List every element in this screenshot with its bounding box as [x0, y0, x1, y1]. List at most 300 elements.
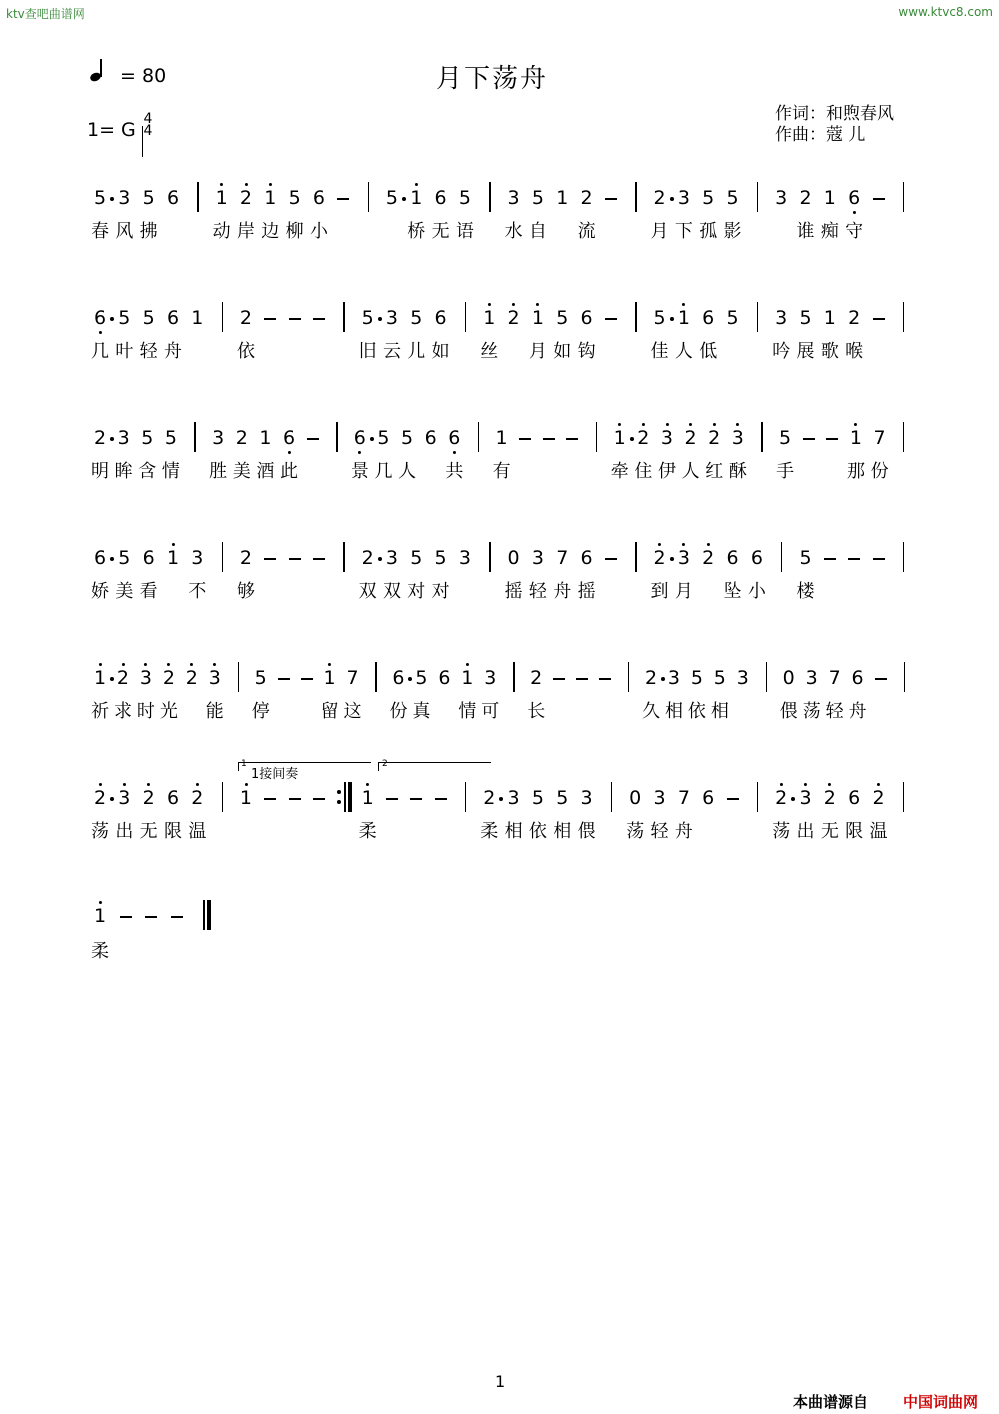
note: 1 [556, 187, 569, 209]
page-title: 月下荡舟 [436, 64, 549, 94]
dash-sustain [145, 916, 157, 918]
note: 1 [191, 307, 204, 329]
lyric-syllable: 伊 [657, 461, 676, 482]
tempo-value: = 80 [120, 65, 167, 87]
note: 6 [848, 787, 861, 809]
note: 1 [239, 787, 253, 809]
lyric-syllable: 旧 [358, 341, 377, 362]
note: 5 [531, 187, 544, 209]
lyric-syllable: 楼 [796, 581, 815, 602]
note: 1 [93, 667, 107, 689]
augmentation-dot [670, 197, 674, 201]
barline [635, 182, 636, 212]
note: 1 [323, 667, 336, 689]
augmentation-dot [110, 197, 114, 201]
note: 5 [254, 667, 267, 689]
note: 2 [507, 307, 520, 329]
note: 2 [185, 667, 198, 689]
key-signature: 1= G [87, 119, 136, 141]
lyric-syllable: 娇 [91, 581, 109, 602]
lyric-syllable: 轻 [139, 341, 158, 362]
barline [222, 302, 223, 332]
note: 2 [684, 427, 697, 449]
note: 1 [495, 427, 508, 449]
dash-sustain [386, 798, 398, 800]
barline [903, 302, 904, 332]
dash-sustain [824, 558, 836, 560]
note: 5 [141, 427, 154, 449]
note: 6 [434, 307, 447, 329]
note: 2 [848, 307, 861, 329]
note: 2 [799, 187, 812, 209]
note: 6 [702, 307, 715, 329]
lyric-syllable: 如 [431, 341, 450, 362]
lyric-syllable: 舟 [553, 581, 572, 602]
barline [757, 182, 758, 212]
augmentation-dot [370, 437, 374, 441]
lyric-syllable: 月 [528, 341, 547, 362]
barline [222, 782, 223, 812]
note: 7 [346, 667, 359, 689]
augmentation-dot [110, 677, 114, 681]
note: 6 [726, 547, 739, 569]
lyric-syllable: 情 [161, 461, 180, 482]
note: 1 [849, 427, 862, 449]
lyric-syllable: 荡 [802, 701, 821, 722]
dash-sustain [875, 678, 887, 680]
note: 3 [385, 307, 398, 329]
interlude-label: 1接间奏 [251, 767, 299, 782]
lyric-syllable: 荡 [772, 821, 791, 842]
dash-sustain [264, 318, 276, 320]
note: 2 [191, 787, 204, 809]
lyric-syllable: 云 [382, 341, 401, 362]
note: 5 [142, 187, 155, 209]
note: 5 [531, 787, 544, 809]
dash-sustain [605, 318, 617, 320]
lyric-syllable: 停 [251, 701, 270, 722]
dash-sustain [873, 558, 885, 560]
lyric-syllable: 不 [188, 581, 207, 602]
note: 3 [117, 427, 130, 449]
lyric-syllable: 祈 [91, 701, 109, 722]
lyric-syllable: 时 [136, 701, 155, 722]
note: 1 [483, 307, 496, 329]
lyric-syllable: 小 [747, 581, 766, 602]
note: 0 [629, 787, 642, 809]
tempo-marking [90, 60, 166, 87]
lyric-syllable: 限 [845, 821, 864, 842]
note: 5 [556, 307, 569, 329]
barline [336, 422, 337, 452]
barline [761, 422, 762, 452]
lyric-syllable: 出 [115, 821, 134, 842]
note: 3 [208, 667, 221, 689]
note: 6 [434, 187, 447, 209]
dash-sustain [543, 438, 555, 440]
page-number: 1 [495, 1372, 506, 1391]
lyric-syllable: 依 [528, 821, 547, 842]
barline [368, 182, 369, 212]
footer-source-label: 本曲谱源自 [793, 1393, 869, 1411]
note: 6 [353, 427, 366, 449]
note: 5 [118, 547, 131, 569]
lyric-syllable: 出 [796, 821, 815, 842]
dash-sustain [599, 678, 611, 680]
note: 2 [93, 427, 107, 449]
lyric-syllable: 春 [91, 221, 109, 242]
note: 1 [410, 187, 423, 209]
note: 2 [580, 187, 593, 209]
note: 2 [775, 787, 788, 809]
lyric-syllable: 双 [358, 581, 377, 602]
note: 5 [415, 667, 428, 689]
dash-sustain [803, 438, 815, 440]
lyric-syllable: 人 [674, 341, 693, 362]
note: 3 [653, 787, 666, 809]
lyric-syllable: 丝 [480, 341, 499, 362]
lyric-syllable: 人 [681, 461, 700, 482]
note: 5 [385, 187, 398, 209]
note: 2 [872, 787, 885, 809]
lyric-syllable: 摇 [577, 581, 596, 602]
note: 3 [484, 667, 497, 689]
lyric-syllable: 相 [664, 701, 683, 722]
lyric-syllable: 份 [870, 461, 889, 482]
note: 3 [580, 787, 593, 809]
note: 5 [164, 427, 177, 449]
note: 1 [259, 427, 272, 449]
note: 3 [775, 187, 788, 209]
dash-sustain [727, 798, 739, 800]
lyric-syllable: 无 [431, 221, 450, 242]
lyric-syllable: 温 [869, 821, 888, 842]
augmentation-dot [670, 317, 674, 321]
note: 6 [166, 787, 180, 809]
barline [375, 662, 376, 692]
lyric-syllable: 佳 [650, 341, 669, 362]
note: 2 [702, 547, 715, 569]
lyric-syllable: 轻 [650, 821, 669, 842]
lyric-syllable: 流 [577, 221, 596, 242]
lyric-syllable: 岸 [236, 221, 255, 242]
lyric-syllable: 那 [846, 461, 865, 482]
lyric-syllable: 能 [205, 701, 224, 722]
lyric-syllable: 痴 [820, 221, 839, 242]
lyric-syllable: 柔 [91, 941, 109, 962]
note: 3 [677, 547, 690, 569]
time-signature [142, 113, 154, 137]
note: 6 [848, 187, 861, 209]
augmentation-dot [378, 317, 382, 321]
note: 2 [361, 547, 374, 569]
lyric-syllable: 住 [634, 461, 653, 482]
watermark-right: www.ktvc8.com [898, 5, 993, 19]
lyric-syllable: 共 [445, 461, 464, 482]
dash-sustain [848, 558, 860, 560]
lyric-syllable: 展 [796, 341, 815, 362]
note: 2 [239, 187, 253, 209]
note: 0 [507, 547, 520, 569]
barline [238, 662, 239, 692]
lyric-syllable: 动 [212, 221, 231, 242]
lyric-syllable: 对 [431, 581, 450, 602]
augmentation-dot [408, 677, 412, 681]
lyric-syllable: 偎 [779, 701, 798, 722]
lyric-syllable: 如 [553, 341, 572, 362]
lyric-syllable: 语 [455, 221, 474, 242]
note: 5 [702, 187, 715, 209]
dash-sustain [873, 198, 885, 200]
note: 6 [851, 667, 864, 689]
note: 2 [637, 427, 650, 449]
note: 6 [580, 547, 593, 569]
lyric-syllable: 对 [407, 581, 426, 602]
lyric-syllable: 小 [309, 221, 328, 242]
note: 3 [385, 547, 398, 569]
note: 1 [677, 307, 690, 329]
note: 1 [823, 187, 836, 209]
note: 5 [726, 187, 739, 209]
lyric-syllable: 柔 [358, 821, 377, 842]
lyric-syllable: 相 [710, 701, 729, 722]
lyric-syllable: 荡 [91, 821, 109, 842]
lyric-syllable: 坠 [723, 581, 742, 602]
augmentation-dot [110, 317, 114, 321]
note: 6 [93, 547, 107, 569]
lyric-syllable: 限 [163, 821, 182, 842]
note: 5 [713, 667, 726, 689]
barline [489, 182, 490, 212]
note: 6 [702, 787, 715, 809]
note: 2 [239, 307, 253, 329]
note: 3 [531, 547, 544, 569]
lyric-syllable: 自 [528, 221, 547, 242]
note: 1 [361, 787, 374, 809]
note: 6 [750, 547, 763, 569]
lyric-syllable: 影 [723, 221, 742, 242]
watermark-left: ktv查吧曲谱网 [6, 7, 85, 21]
note: 6 [142, 547, 155, 569]
note: 1 [166, 547, 180, 569]
augmentation-dot [402, 197, 406, 201]
note: 5 [434, 547, 447, 569]
note: 1 [461, 667, 474, 689]
footer-source-site: 中国词曲网 [903, 1393, 979, 1411]
note: 5 [401, 427, 414, 449]
note: 3 [118, 187, 131, 209]
note: 6 [424, 427, 437, 449]
lyric-syllable: 月 [650, 221, 669, 242]
lyric-syllable: 看 [139, 581, 158, 602]
lyric-syllable: 留 [320, 701, 339, 722]
lyric-syllable: 叶 [115, 341, 134, 362]
lyric-syllable: 几 [91, 341, 109, 362]
dash-sustain [313, 798, 325, 800]
note: 2 [483, 787, 496, 809]
second-ending-bracket [378, 759, 491, 771]
note: 3 [507, 187, 520, 209]
quarter-note-icon [90, 60, 104, 82]
barline [781, 542, 782, 572]
note: 7 [828, 667, 841, 689]
lyric-syllable: 双 [382, 581, 401, 602]
lyric-syllable: 相 [504, 821, 523, 842]
note: 2 [644, 667, 658, 689]
lyric-syllable: 手 [776, 461, 795, 482]
note: 7 [556, 547, 569, 569]
barline [343, 302, 344, 332]
note: 3 [458, 547, 471, 569]
note: 5 [653, 307, 666, 329]
note: 6 [166, 187, 180, 209]
dash-sustain [278, 678, 290, 680]
lyric-syllable: 到 [650, 581, 669, 602]
lyric-syllable: 够 [236, 581, 255, 602]
augmentation-dot [670, 557, 674, 561]
lyric-syllable: 轻 [825, 701, 844, 722]
note: 3 [731, 427, 744, 449]
lyric-syllable: 偎 [577, 821, 596, 842]
note: 3 [677, 187, 690, 209]
barline [489, 542, 490, 572]
note: 5 [726, 307, 739, 329]
dash-sustain [289, 318, 301, 320]
dash-sustain [826, 438, 838, 440]
note: 3 [660, 427, 673, 449]
note: 1 [531, 307, 544, 329]
lyric-syllable: 水 [504, 221, 523, 242]
lyric-syllable: 喉 [845, 341, 864, 362]
augmentation-dot [110, 557, 114, 561]
lyricist-credit: 作词：和煦春风 [775, 104, 894, 124]
note: 5 [410, 547, 423, 569]
note: 2 [653, 547, 666, 569]
note: 6 [448, 427, 461, 449]
note: 5 [556, 787, 569, 809]
augmentation-dot [791, 797, 795, 801]
lyric-syllable: 有 [492, 461, 511, 482]
note: 5 [377, 427, 390, 449]
barline [611, 782, 612, 812]
lyric-syllable: 酒 [256, 461, 275, 482]
lyric-syllable: 柳 [285, 221, 304, 242]
lyric-syllable: 钩 [577, 341, 596, 362]
lyric-syllable: 景 [350, 461, 369, 482]
lyric-syllable: 含 [138, 461, 157, 482]
lyric-syllable: 拂 [139, 221, 158, 242]
lyric-syllable: 柔 [480, 821, 499, 842]
barline [513, 662, 514, 692]
lyric-syllable: 份 [389, 701, 408, 722]
dash-sustain [264, 558, 276, 560]
lyric-syllable: 胜 [209, 461, 228, 482]
dash-sustain [553, 678, 565, 680]
barline [343, 542, 344, 572]
augmentation-dot [630, 437, 634, 441]
dash-sustain [337, 198, 349, 200]
lyric-syllable: 孤 [699, 221, 718, 242]
lyric-syllable: 吟 [772, 341, 791, 362]
note: 3 [191, 547, 204, 569]
note: 2 [162, 667, 175, 689]
lyric-syllable: 守 [845, 221, 864, 242]
dash-sustain [873, 318, 885, 320]
dash-sustain [171, 916, 183, 918]
augmentation-dot [661, 677, 665, 681]
note: 3 [507, 787, 520, 809]
note: 6 [166, 307, 180, 329]
augmentation-dot [499, 797, 503, 801]
note: 1 [215, 187, 228, 209]
barline [222, 542, 223, 572]
lyric-syllable: 无 [820, 821, 839, 842]
lyric-syllable: 真 [412, 701, 431, 722]
note: 3 [799, 787, 812, 809]
lyric-syllable: 温 [188, 821, 207, 842]
note: 2 [116, 667, 129, 689]
lyric-syllable: 儿 [407, 341, 426, 362]
lyric-syllable: 舟 [674, 821, 693, 842]
dash-sustain [410, 798, 422, 800]
note: 5 [458, 187, 471, 209]
lyric-syllable: 久 [641, 701, 660, 722]
lyric-syllable: 轻 [528, 581, 547, 602]
dash-sustain [605, 558, 617, 560]
barline [903, 542, 904, 572]
note: 6 [282, 427, 296, 449]
lyric-syllable: 月 [674, 581, 693, 602]
lyric-syllable: 红 [705, 461, 724, 482]
dash-sustain [120, 916, 132, 918]
barline [635, 542, 636, 572]
note: 2 [530, 667, 543, 689]
note: 3 [775, 307, 788, 329]
lyric-syllable: 下 [674, 221, 693, 242]
dash-sustain [605, 198, 617, 200]
note: 2 [93, 787, 107, 809]
note: 5 [799, 307, 812, 329]
dash-sustain [289, 558, 301, 560]
dash-sustain [264, 798, 276, 800]
barline [596, 422, 597, 452]
barline [903, 422, 904, 452]
dash-sustain [313, 558, 325, 560]
note: 2 [142, 787, 155, 809]
note: 1 [823, 307, 836, 329]
note: 3 [667, 667, 680, 689]
note: 2 [823, 787, 836, 809]
augmentation-dot [110, 797, 114, 801]
barline [635, 302, 636, 332]
note: 6 [93, 307, 107, 329]
dash-sustain [313, 318, 325, 320]
time-signature-top: 4 [143, 111, 153, 127]
lyric-syllable: 牵 [610, 461, 629, 482]
dash-sustain [435, 798, 447, 800]
lyric-syllable: 歌 [820, 341, 839, 362]
dash-sustain [289, 798, 301, 800]
lyric-syllable: 边 [261, 221, 280, 242]
lyric-syllable: 人 [398, 461, 417, 482]
composer-credit: 作曲：蔻 儿 [775, 125, 866, 145]
note: 7 [677, 787, 690, 809]
note: 5 [93, 187, 107, 209]
barline [757, 782, 758, 812]
note: 5 [118, 307, 131, 329]
barline [465, 302, 466, 332]
barline [766, 662, 767, 692]
